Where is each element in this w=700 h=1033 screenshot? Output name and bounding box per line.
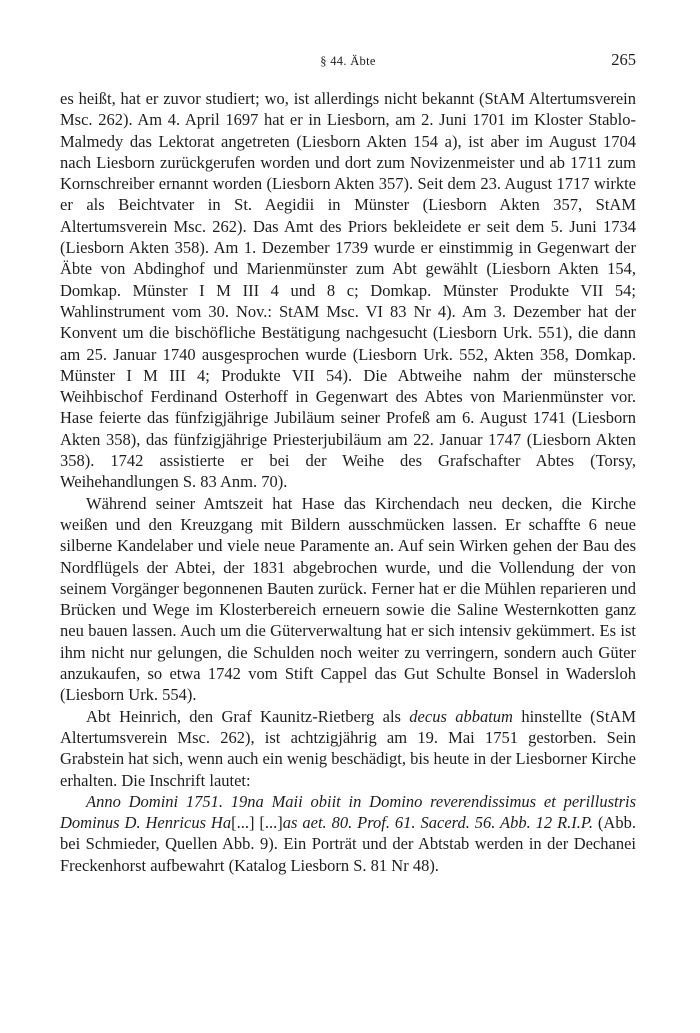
italic-phrase: decus abbatum <box>409 706 513 726</box>
text-run: (Abb. bei Schmieder, Quellen Abb. 9). Ein Porträt und der Abtstab werden in der Dechanei Freckenhorst aufbewahrt (Katalog Liesborn S. 81 Nr 48). <box>60 813 636 875</box>
text-run: hinstellte (StAM Altertumsverein Msc. 262), ist achtzigjährig am 19. Mai 1751 gestorben. Sein Grabstein hat sich, wenn auch ein wenig beschädigt, bis heute in der Liesborner Kirche erhalten. Die Inschrift lautet: <box>60 706 636 790</box>
lacuna-marks: [...] [...] <box>231 813 283 833</box>
page-number: 265 <box>611 50 636 69</box>
inscription-text: Anno Domini 1751. 19na Maii obiit in Domino reverendissimus et perillustris Dominus D. Henricus Ha <box>60 791 636 833</box>
paragraph-achievements: Während seiner Amtszeit hat Hase das Kirchendach neu decken, die Kirche weißen und den Kreuzgang mit Bildern ausschmücken lassen. Er schaffte 6 neue silberne Kandelaber und viele neue Paramente an. Auf sein Wirken gehen der Bau des Nordflügels der Abtei, der 1831 abgebrochen wurde, und die Vollendung der von seinem Vorgänger begonnenen Bauten zurück. Ferner hat er die Mühlen reparieren und Brücken und Wege im Klosterbereich erneuern sowie die Saline Westernkotten ganz neu bauen lassen. Auch um die Güterverwaltung hat er sich intensiv gekümmert. Es ist ihm nicht nur gelungen, die Schulden noch weiter zu verringern, sondern auch Güter anzukaufen, so etwa 1742 vom Stift Cappel das Gut Schulte Bonsel in Wadersloh (Liesborn Urk. 554). <box>60 493 636 705</box>
inscription-text: as aet. 80. Prof. 61. Sacerd. 56. Abb. 12 R.I.P. <box>282 813 593 833</box>
text-run: Abt Heinrich, den Graf Kaunitz-Rietberg als <box>86 706 410 726</box>
paragraph-career: es heißt, hat er zuvor studiert; wo, ist allerdings nicht bekannt (StAM Altertumsverein Msc. 262). Am 4. April 1697 hat er in Liesborn, am 2. Juni 1701 im Kloster Stablo-Malmedy das Lektorat angetreten (Liesborn Akten 154 a), ist aber im August 1704 nach Liesborn zurückgerufen worden und dort zum Novizenmeister und ab 1711 zum Kornschreiber ernannt worden (Liesborn Akten 357). Seit dem 23. August 1717 wirkte er als Beichtvater in St. Aegidii in Münster (Liesborn Akten 357, StAM Altertumsverein Msc. 262). Das Amt des Priors bekleidete er seit dem 5. Juni 1734 (Liesborn Akten 358). Am 1. Dezember 1739 wurde er einstimmig in Gegenwart der Äbte von Abdinghof und Marienmünster zum Abt gewählt (Liesborn Akten 154, Domkap. Münster I M III 4 und 8 c; Domkap. Münster Produkte VII 54; Wahlinstrument vom 30. Nov.: StAM Msc. VI 83 Nr 4). Am 3. Dezember hat der Konvent um die bischöfliche Bestätigung nachgesucht (Liesborn Urk. 551), die dann am 25. Januar 1740 ausgesprochen wurde (Liesborn Urk. 552, Akten 358, Domkap. Münster I M III 4; Produkte VII 54). Die Abtweihe nahm der münstersche Weihbischof Ferdinand Osterhoff in Gegenwart des Abtes von Marienmünster vor. Hase feierte das fünfzigjährige Jubiläum seiner Profeß am 6. August 1741 (Liesborn Akten 358), das fünfzigjährige Priesterjubiläum am 22. Januar 1747 (Liesborn Akten 358). 1742 assistierte er bei der Weihe des Grafschafter Abtes (Torsy, Weihehandlungen S. 83 Anm. 70). <box>60 89 636 492</box>
paragraph-death <box>60 706 636 791</box>
page-header <box>60 50 636 74</box>
body-text <box>60 88 636 876</box>
running-title: § 44. Äbte <box>320 54 376 68</box>
paragraph-inscription <box>60 791 636 876</box>
